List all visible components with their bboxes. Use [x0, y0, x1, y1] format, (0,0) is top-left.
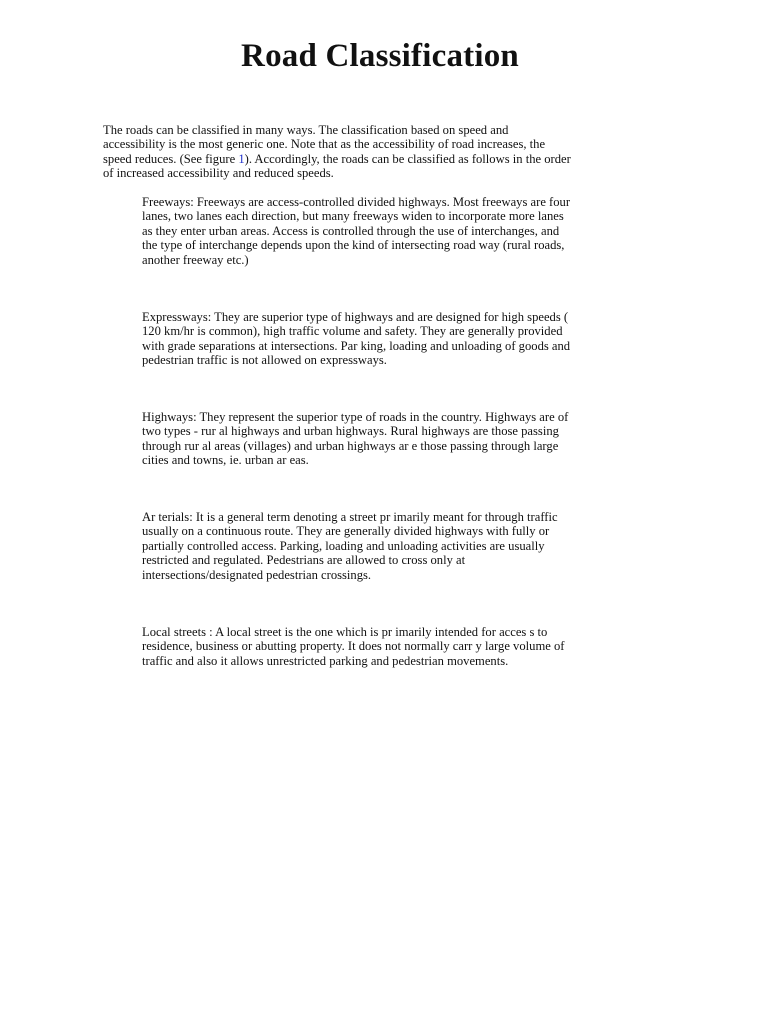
local-streets-paragraph: Local streets : A local street is the one which is pr imarily intended for acces s to residence, business or abutting property. It does not normally carr y large volume of traffic and also it allows unrestricted parking and pedestrian movements. [142, 625, 565, 668]
freeways-paragraph: Freeways: Freeways are access-controlled divided highways. Most freeways are four lanes, two lanes each direction, but many freeways widen to incorporate more lanes as they enter urban areas. Access is controlled through the use of interchanges, and the type of interchange depends upon the kind of intersecting road way (rural roads, another freeway etc.) [142, 195, 571, 267]
arterials-paragraph: Ar terials: It is a general term denoting a street pr imarily meant for through traffic usually on a continuous route. They are generally divided highways with fully or partially controlled access. Parking, loading and unloading activities are usually restricted and regulated. Pedestrians are allowed to cross only at intersections/designated pedestrian crossings. [142, 510, 558, 582]
figure-reference-link[interactable]: 1 [238, 151, 245, 166]
page-title: Road Classification [241, 38, 519, 74]
intro-paragraph [103, 123, 573, 181]
intro-text-start: The roads can be classified in many ways. The classification based on speed and accessibility is the most generic one. Note that as the accessibility of road increases, the speed reduces. (See figure [103, 123, 546, 166]
intro-text-end: ). Accordingly, the roads can be classified as follows in the order of increased accessibility and reduced speeds. [103, 151, 571, 181]
expressways-paragraph: Expressways: They are superior type of highways and are designed for high speeds ( 120 km/hr is common), high traffic volume and safety. They are generally provided with grade separations at intersections. Par king, loading and unloading of goods and pedestrian traffic is not allowed on expressways. [142, 310, 571, 368]
highways-paragraph: Highways: They represent the superior type of roads in the country. Highways are of two types - rur al highways and urban highways. Rural highways are those passing through rur al areas (villages) and urban highways ar e those passing through large cities and towns, ie. urban ar eas. [142, 410, 569, 468]
